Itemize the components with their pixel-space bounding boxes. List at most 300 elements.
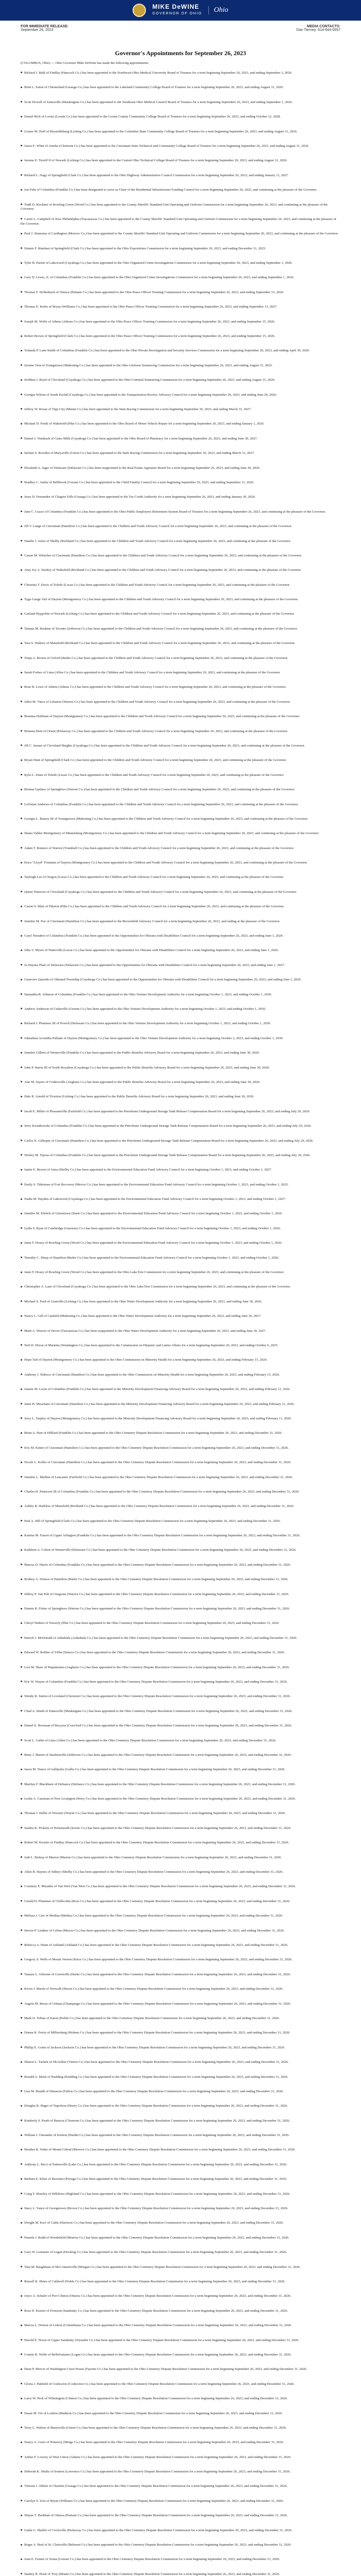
bullet-icon bbox=[21, 2485, 22, 2487]
appointment-item bbox=[21, 1783, 340, 1797]
appointment-text: Sandra K. Pickens of Portsmouth (Scioto Co.) has been appointed to the Ohio Cemetery Dispute Resolution Commission for a term beginning September 26, 2023, and ending December 31, 2026. bbox=[24, 1826, 291, 1830]
appointment-item bbox=[21, 2163, 340, 2177]
appointment-text: Jason M. Nance of Gallipolis (Gallia Co.) has been appointed to the Ohio Cemetery Dispute Resolution Commission for a term beginning September 26, 2023, and ending December 31, 2026. bbox=[24, 1768, 286, 1772]
bullet-icon bbox=[21, 2076, 22, 2077]
bullet-icon bbox=[21, 218, 22, 219]
bullet-icon bbox=[21, 1330, 22, 1331]
appointment-text: Mark A. Weaver of Dover (Tuscarawas Co.) has been reappointed to the Ohio Water Development Authority for a term beginning September 26, 2023, and ending June 30, 2027. bbox=[24, 1329, 267, 1333]
appointment-text: Dean P. Mercer of Washington Court House (Fayette Co.) has been appointed to the Ohio Cemetery Dispute Resolution Commission for a term beginning September 26, 2023, and ending December 31, 2026. bbox=[24, 2367, 307, 2371]
bullet-icon bbox=[21, 130, 22, 132]
appointment-text: Arthur F. Lowery of West Union (Adams Co.) has been appointed to the Ohio Cemetery Dispute Resolution Commission for a term beginning September 26, 2023, and ending December 31, 2026. bbox=[24, 2455, 291, 2459]
appointment-text: Marcia L. Dotson of Lisbon (Columbiana Co.) has been appointed to the Ohio Cemetery Dispute Resolution Commission for a term beginning September 26, 2023, and ending December 31, 2026. bbox=[24, 2324, 292, 2328]
appointment-item bbox=[21, 2016, 340, 2031]
appointment-item bbox=[21, 1402, 340, 1417]
appointment-text: Paul J. Simmons of Cardington (Morrow Co.) has been appointed to the County Sheriffs' Standard Unit Operating and Uniform Commission for a term beginning September 26, 2023, and continuing at the pleasure of the Governor. bbox=[24, 232, 339, 236]
bullet-icon bbox=[21, 1140, 22, 1141]
appointment-text: LaVonne Andrews of Columbus (Franklin Co.) has been appointed to the Children and Youth Advisory Council for a term beginning September 26, 2023, and continuing at the pleasure of the Governor. bbox=[24, 802, 299, 806]
bullet-icon bbox=[21, 2368, 22, 2370]
appointment-item bbox=[21, 2382, 340, 2397]
appointment-item bbox=[21, 188, 340, 202]
appointment-text: Susan M. Orr of London (Madison Co.) has been appointed to the Ohio Cemetery Dispute Resolution Commission for a term beginning September 26, 2023, and ending December 31, 2026. bbox=[24, 2411, 283, 2415]
contact-line: Dan Tierney: 614-644-0957 bbox=[296, 28, 340, 32]
appointment-item bbox=[21, 875, 340, 890]
appointment-item bbox=[21, 1110, 340, 1124]
appointment-text: Paul A. Hill of Springfield (Clark Co.) has been appointed to the Ohio Cemetery Dispute Resolution Commission for a term beginning September 26, 2023, and ending December 31, 2026. bbox=[24, 1519, 281, 1523]
bullet-icon bbox=[21, 1272, 22, 1273]
appointment-text: Tina M. Baughman of McConnelsville (Morgan Co.) has been appointed to the Ohio Cemetery Dispute Resolution Commission for a term beginning September 26, 2023, and ending December 31, 2026. bbox=[24, 2265, 301, 2269]
appointment-text: Jill C. Jensen of Cleveland Heights (Cuyahoga Co.) has been appointed to the Children and Youth Advisory Council for a term beginning September 26, 2023, and continuing at the pleasure of the Governor. bbox=[24, 743, 305, 748]
appointment-item bbox=[21, 1826, 340, 1841]
appointment-text: Daniel Rich of Lorain (Lorain Co.) has been appointed to the Lorain County Community College Board of Trustees for a term beginning September 26, 2023, and ending October 12, 2028. bbox=[24, 115, 281, 119]
appointment-item bbox=[21, 2104, 340, 2119]
bullet-icon bbox=[21, 481, 22, 483]
appointment-item bbox=[21, 481, 340, 495]
appointment-text: Sharon L. Tackett of McArthur (Vinton Co.) has been appointed to the Ohio Cemetery Dispute Resolution Commission for a term beginning September 26, 2023, and ending December 31, 2026. bbox=[24, 2060, 289, 2064]
bullet-icon bbox=[21, 160, 22, 161]
appointment-item bbox=[21, 1270, 340, 1285]
appointment-item bbox=[21, 1519, 340, 1534]
bullet-icon bbox=[21, 1257, 22, 1258]
appointment-item bbox=[21, 1212, 340, 1226]
appointment-text: Janet F. Hosey of Bowling Green (Wood Co.) has been appointed to the Environmental Education Fund Advisory Council for a term beginning October 1, 2023, and ending October 1, 2026. bbox=[24, 1241, 283, 1245]
bullet-icon bbox=[21, 862, 22, 863]
appointment-item bbox=[21, 2133, 340, 2148]
appointment-item bbox=[21, 920, 340, 934]
appointment-item bbox=[21, 2192, 340, 2207]
appointment-item bbox=[21, 451, 340, 466]
bullet-icon bbox=[21, 1110, 22, 1112]
bullet-icon bbox=[21, 1696, 22, 1697]
appointment-item bbox=[21, 261, 340, 276]
bullet-icon bbox=[21, 511, 22, 512]
appointment-text: Jacob E. Miller of Pleasantville (Fairfield Co.) has been appointed to the Petroleum Underground Storage Tank Release Compensation Board for a term beginning September 26, 2023, and ending July 29, 2026. bbox=[24, 1109, 310, 1113]
appointment-text: Shana Valdez Montgomery of Miamisburg (Montgomery Co.) has been appointed to the Children and Youth Advisory Council for a term beginning September 26, 2023, and continuing at the pleasure of the Governor. bbox=[24, 832, 319, 836]
appointment-text: Eric W. Wayne of Columbus (Franklin Co.) has been appointed to the Ohio Cemetery Dispute Resolution Commission for a term beginning September 26, 2023, and ending December 31, 2026. bbox=[24, 1680, 288, 1684]
appointment-item bbox=[21, 963, 340, 978]
appointment-item bbox=[21, 1095, 340, 1109]
appointment-item bbox=[21, 2324, 340, 2338]
bullet-icon bbox=[21, 1593, 22, 1595]
appointment-text: Anthony L. Ricci of Painesville (Lake Co.) has been appointed to the Ohio Cemetery Dispute Resolution Commission for a term beginning September 26, 2023, and ending December 31, 2026. bbox=[24, 2162, 287, 2166]
appointment-text: Kathleen A. Colton of Westerville (Delaware Co.) has been appointed to the Ohio Cemetery Dispute Resolution Commission for a term beginning September 26, 2023, and ending December 31, 2026. bbox=[24, 1548, 297, 1552]
appointment-text: Robert M. Kessler of Findlay (Hancock Co.) has been appointed to the Ohio Cemetery Dispute Resolution Commission for a term beginning September 26, 2023, and ending December 31, 2026. bbox=[24, 1841, 289, 1845]
appointment-item bbox=[21, 1548, 340, 1563]
appointment-item bbox=[21, 2572, 340, 2576]
appointment-text: Richard J. Plummer III of Powell (Delaware Co.) has been appointed to the Ohio Venture Development Authority for a term beginning October 1, 2023, and ending October 1, 2030. bbox=[24, 1022, 271, 1026]
bullet-icon bbox=[21, 1637, 22, 1638]
appointment-text: Charles H. Patterson III of Columbus (Franklin Co.) has been appointed to the Ohio Cemetery Dispute Resolution Commission for a term beginning September 26, 2023, and ending December 31, 2026. bbox=[24, 1489, 300, 1494]
appointment-item bbox=[21, 320, 340, 334]
appointment-item bbox=[21, 2426, 340, 2441]
bullet-icon bbox=[21, 364, 22, 366]
appointment-text: Jennifer Gilbert of Westerville (Franklin Co.) has been appointed to the Public Benefits Advisory Board for a term beginning September 26, 2023, and ending June 30, 2026. bbox=[24, 1051, 260, 1055]
appointment-text: Jennifer M. Poe of Cincinnati (Hamilton Co.) has been appointed to the Brownfield Advisory Council for a term beginning September 26, 2023, and ending at the pleasure of the Governor. bbox=[24, 919, 281, 923]
appointment-text: Quinn Titterson of Cleveland (Cuyahoga Co.) has been appointed to the Children and Youth Advisory Council for a term beginning September 26, 2023, and continuing at the pleasure of the Governor. bbox=[24, 890, 297, 894]
bullet-icon bbox=[21, 247, 22, 249]
appointment-item bbox=[21, 2207, 340, 2221]
bullet-icon bbox=[21, 2090, 22, 2092]
bullet-icon bbox=[21, 1432, 22, 1434]
appointment-item bbox=[21, 846, 340, 861]
bullet-icon bbox=[21, 394, 22, 395]
appointment-text: Steven P. Lindner of Celina (Mercer Co.) has been appointed to the Ohio Cemetery Dispute Resolution Commission for a term beginning September 26, 2023, and ending December 31, 2026. bbox=[24, 1928, 285, 1933]
appointment-item bbox=[21, 1973, 340, 1987]
appointment-text: Tyga Gauge Vail of Dayton (Montgomery Co.) has been appointed to the Children and Youth Advisory Council for a term beginning September 26, 2023, and continuing at the pleasure of the Governor. bbox=[24, 598, 299, 602]
bullet-icon bbox=[21, 1535, 22, 1536]
appointment-text: Angela M. Reese of Urbana (Champaign Co.) has been appointed to the Ohio Cemetery Dispute Resolution Commission for a term beginning September 26, 2023, and ending December 31, 2026. bbox=[24, 2002, 291, 2006]
bullet-icon bbox=[21, 818, 22, 819]
appointment-text: Jeffrey W. Rouse of Tipp City (Miami Co.) has been appointed to the State Racing Commission for a term beginning September 26, 2023, and ending March 31, 2027. bbox=[24, 407, 252, 411]
bullet-icon bbox=[21, 423, 22, 425]
appointment-item bbox=[21, 1446, 340, 1461]
appointment-item bbox=[21, 291, 340, 305]
bullet-icon bbox=[21, 116, 22, 117]
header-banner bbox=[0, 0, 361, 21]
appointment-item bbox=[21, 2484, 340, 2499]
appointment-item bbox=[21, 1592, 340, 1607]
bullet-icon bbox=[21, 2003, 22, 2004]
bullet-icon bbox=[21, 2339, 22, 2341]
bullet-icon bbox=[21, 452, 22, 454]
bullet-icon bbox=[21, 101, 22, 103]
appointment-text: Rebecca A. Dunn of Ashland (Ashland Co.) has been appointed to the Ohio Cemetery Dispute Resolution Commission for a term beginning September 26, 2023, and ending December 31, 2026. bbox=[24, 1943, 288, 1947]
appointment-item bbox=[21, 583, 340, 598]
appointment-item bbox=[21, 905, 340, 919]
ohio-logo: Ohio bbox=[208, 6, 228, 14]
appointment-item bbox=[21, 174, 340, 188]
appointment-item bbox=[21, 437, 340, 451]
appointment-item bbox=[21, 1476, 340, 1490]
appointment-text: Daniel J. Vondrack of Gates Mills (Cuyahoga Co.) has been appointed to the Ohio Board of Pharmacy for a term beginning September 26, 2023, and ending June 30, 2027. bbox=[24, 436, 258, 440]
appointment-item bbox=[21, 2367, 340, 2382]
bullet-icon bbox=[21, 1929, 22, 1931]
appointment-text: Jodi L. Bishop of Marion (Marion Co.) has been appointed to the Ohio Cemetery Dispute Resolution Commission for a term beginning September 26, 2023, and ending December 31, 2026. bbox=[24, 1855, 282, 1859]
bullet-icon bbox=[21, 2266, 22, 2267]
appointment-text: Joseph M. Wolfe of Athens (Athens Co.) has been appointed to the Ohio Peace Officer Training Commission for a term beginning September 26, 2023, and ending September 15, 2026. bbox=[24, 319, 275, 324]
appointment-text: Jeffrey P. Van Pelt of Oregonia (Warren Co.) has been appointed to the Ohio Cemetery Dispute Resolution Commission for a term beginning September 26, 2023, and ending December 31, 2026. bbox=[24, 1592, 289, 1596]
bullet-icon bbox=[21, 613, 22, 615]
bullet-icon bbox=[21, 437, 22, 439]
appointment-item bbox=[21, 1739, 340, 1753]
appointment-text: Dennis F. Rinehart of Springfield (Clark Co.) has been appointed to the Ohio Expositions Commission for a term beginning September 26, 2023, and ending December 31, 2025. bbox=[24, 246, 266, 250]
bullet-icon bbox=[21, 1725, 22, 1726]
appointment-text: Richard L. Nagy of Springfield (Clark Co.) has been appointed to the Ohio Highway Administrative Council Commission for a term beginning September 26, 2023, and ending January 11, 2027. bbox=[24, 173, 289, 177]
appointment-text: Patrick J. McDonald of Ashtabula (Ashtabula Co.) has been appointed to the Ohio Cemetery Dispute Resolution Commission for a term beginning September 26, 2023, and ending December 31, 2026. bbox=[24, 1636, 298, 1640]
appointment-text: Jerome Vera of Youngstown (Mahoning Co.) has been appointed to the Ohio Uniform Sentencing Commission for a term beginning September 26, 2023, and ending August 31, 2025. bbox=[24, 363, 273, 367]
bullet-icon bbox=[21, 1447, 22, 1448]
appointment-item bbox=[21, 1987, 340, 2002]
release-date: September 26, 2023 bbox=[21, 28, 54, 32]
bullet-icon bbox=[21, 2046, 22, 2048]
appointment-text: Jo Haynes Plato of Delaware (Delaware Co.) has been appointed to the Opportunities for Ohioans with Disabilities Council for a term beginning September 26, 2023, and ending June 1, 2027. bbox=[24, 963, 285, 967]
appointment-text: Neil D. Dixon of Marietta (Washington Co.) has been appointed to the Commission on Hispanic and Latino Affairs for a term beginning September 26, 2023, and ending October 6, 2025. bbox=[24, 1343, 278, 1347]
appointment-text: Ashley R. Harkless of Mansfield (Richland Co.) has been appointed to the Ohio Cemetery Dispute Resolution Commission for a term beginning September 26, 2023, and ending December 31, 2026. bbox=[24, 1504, 294, 1509]
bullet-icon bbox=[21, 1564, 22, 1565]
bullet-icon bbox=[21, 1490, 22, 1492]
appointment-text: Jennifer M. Ehrlich of Uniontown (Stark Co.) has been appointed to the Environmental Education Fund Advisory Council for a term beginning October 1, 2023, and ending October 1, 2026. bbox=[24, 1212, 283, 1216]
appointment-item bbox=[21, 1870, 340, 1885]
appointment-item bbox=[21, 730, 340, 744]
bullet-icon bbox=[21, 1754, 22, 1755]
appointment-item bbox=[21, 2119, 340, 2133]
bullet-icon bbox=[21, 1008, 22, 1009]
appointment-item bbox=[21, 100, 340, 115]
appointment-text: Michael D. Fenik of Wakefield (Pike Co.) has been appointed to the Ohio Board of Motor Vehicle Repair for a term beginning September 26, 2023, and ending January 1, 2026. bbox=[24, 422, 265, 426]
appointment-item bbox=[21, 2455, 340, 2470]
appointment-text: Larry W. Peck of Wilmington (Clinton Co.) has been appointed to the Ohio Cemetery Dispute Resolution Commission for a term beginning September 26, 2023, and ending December 31, 2026. bbox=[24, 2397, 288, 2401]
appointment-text: Bradley C. Antlar of Bellbrook (Greene Co.) has been appointed to the Child Fatality Council for a term beginning September 26, 2023, and ending September 11, 2026. bbox=[24, 480, 254, 484]
appointment-text: Rose B. Lowe of Athens (Athens Co.) has been appointed to the Children and Youth Advisory Council for a term beginning September 26, 2023, and continuing at the pleasure of the Governor. bbox=[24, 685, 287, 689]
appointment-text: Johnathan Arvindha Pallanti of Dayton (Montgomery Co.) has been appointed to the Ohio Venture Development Authority for a term beginning October 2, 2023, and ending October 1, 2030. bbox=[24, 1036, 284, 1040]
bullet-icon bbox=[21, 204, 22, 205]
appointment-item bbox=[21, 2294, 340, 2309]
appointment-item bbox=[21, 758, 340, 773]
appointment-text: Richard J. Bahl of Findlay (Hancock Co.) has been appointed to the Northwest Ohio Medical University Board of Trustees for a term beginning September 26, 2023, and ending September 3, 2026. bbox=[24, 71, 292, 75]
bullet-icon bbox=[21, 2163, 22, 2165]
bullet-icon bbox=[21, 1652, 22, 1653]
bullet-icon bbox=[21, 467, 22, 468]
appointment-text: Lydia S. Ryan of Cambridge (Guernsey Co.) has been appointed to the Environmental Education Fund Advisory Council for a term beginning October 1, 2023, and ending October 1, 2026. bbox=[24, 1226, 281, 1230]
appointment-item bbox=[21, 495, 340, 510]
bullet-icon bbox=[21, 759, 22, 761]
bullet-icon bbox=[21, 1520, 22, 1521]
appointment-text: Breanna Hoffman of Dayton (Montgomery Co.) has been appointed to the Children and Youth Advisory Council for a term beginning September 26, 2023, and continuing at the pleasure of the Governor. bbox=[24, 715, 300, 719]
appointment-item bbox=[21, 203, 340, 217]
bullet-icon bbox=[21, 1315, 22, 1317]
bullet-icon bbox=[21, 2295, 22, 2297]
bullet-icon bbox=[21, 2222, 22, 2224]
bullet-icon bbox=[21, 2120, 22, 2121]
ohio-seal-icon bbox=[133, 4, 146, 17]
appointment-item bbox=[21, 1154, 340, 1168]
bullet-icon bbox=[21, 1286, 22, 1287]
appointment-text: Craig T. Hensley of Hillsboro (Highland Co.) has been appointed to the Ohio Cemetery Dispute Resolution Commission for a term beginning September 26, 2023, and ending December 31, 2026. bbox=[24, 2192, 290, 2196]
appointment-item bbox=[21, 1139, 340, 1154]
bullet-icon bbox=[21, 2310, 22, 2311]
appointment-item bbox=[21, 744, 340, 758]
bullet-icon bbox=[21, 1154, 22, 1156]
bullet-icon bbox=[21, 2251, 22, 2253]
appointment-text: Garland Hyppolite of Newark (Licking Co.) has been appointed to the Children and Youth Advisory Council for a term beginning September 26, 2023, and continuing at the pleasure of the Governor. bbox=[24, 612, 295, 616]
appointment-item bbox=[21, 130, 340, 144]
appointment-item bbox=[21, 2060, 340, 2075]
bullet-icon bbox=[21, 1169, 22, 1171]
bullet-icon bbox=[21, 189, 22, 191]
appointment-item bbox=[21, 2514, 340, 2528]
appointment-item bbox=[21, 627, 340, 641]
appointment-text: Nancy L. Gill of Canfield (Mahoning Co.) has been appointed to the Ohio Water Development Authority for a term beginning September 26, 2023, and ending June 30, 2027. bbox=[24, 1314, 261, 1318]
bullet-icon bbox=[21, 1579, 22, 1580]
bullet-icon bbox=[21, 1871, 22, 1873]
bullet-icon bbox=[21, 2134, 22, 2136]
appointment-text: Kyla L. Jones of Toledo (Lucas Co.) has been appointed to the Children and Youth Advisory Council for a term beginning September 26, 2023, and continuing at the pleasure of the Governor. bbox=[24, 773, 284, 777]
bullet-icon bbox=[21, 2105, 22, 2107]
appointment-item bbox=[21, 334, 340, 349]
bullet-icon bbox=[21, 2500, 22, 2501]
bullet-icon bbox=[21, 1066, 22, 1068]
bullet-icon bbox=[21, 1856, 22, 1858]
appointment-text: Adam T. Romero of Warren (Trumbull Co.) has been appointed to the Children and Youth Advisory Council for a term beginning September 26, 2023, and continuing at the pleasure of the Governor. bbox=[24, 846, 294, 850]
appointment-text: Carolyn S. Yost of Bryan (Williams Co.) has been appointed to the Ohio Cemetery Dispute Resolution Commission for a term beginning September 26, 2023, and ending December 31, 2026. bbox=[24, 2499, 284, 2503]
appointment-item bbox=[21, 554, 340, 568]
bullet-icon bbox=[21, 1973, 22, 1975]
appointment-text: Sarah Forbes of Lima (Allen Co.) has been appointed to the Children and Youth Advisory Council for a term beginning September 26, 2023, and continuing at the pleasure of the Governor. bbox=[24, 671, 281, 675]
bullet-icon bbox=[21, 1505, 22, 1507]
appointment-text: Cheryl Walters of Waverly (Pike Co.) has been appointed to the Ohio Cemetery Dispute Resolution Commission for a term beginning September 26, 2023, and ending December 31, 2026. bbox=[24, 1621, 280, 1625]
appointment-item bbox=[21, 466, 340, 481]
appointment-text: Ronald A. Meek of Paulding (Paulding Co.) has been appointed to the Ohio Cemetery Dispute Resolution Commission for a term beginning September 26, 2023, and ending December 31, 2026. bbox=[24, 2075, 289, 2079]
bullet-icon bbox=[21, 906, 22, 907]
bullet-icon bbox=[21, 1213, 22, 1214]
appointment-item bbox=[21, 2031, 340, 2045]
appointment-text: Vincent J. Abbott of Chardon (Geauga Co.) has been appointed to the Ohio Cemetery Dispute Resolution Commission for a term beginning September 26, 2023, and ending December 31, 2026. bbox=[24, 2484, 288, 2488]
bullet-icon bbox=[21, 277, 22, 278]
appointment-text: Julia V. Myers of Waterville (Lucas Co.) has been appointed to the Opportunities for Ohioans with Disabilities Council for a term beginning September 26, 2023, and ending June 1, 2026. bbox=[24, 948, 279, 953]
appointment-item bbox=[21, 656, 340, 671]
bullet-icon bbox=[21, 72, 22, 73]
appointment-text: Betty J. Martin of Steubenville (Jefferson Co.) has been appointed to the Ohio Cemetery Dispute Resolution Commission for a term beginning September 26, 2023, and ending December 31, 2026. bbox=[24, 1753, 292, 1757]
bullet-icon bbox=[21, 642, 22, 644]
bullet-icon bbox=[21, 1300, 22, 1302]
appointment-item bbox=[21, 524, 340, 539]
appointment-text: Nadia M. Hayden of Lakewood (Cuyahoga Co.) has been appointed to the Environmental Education Fund Advisory Council for a term beginning October 1, 2023, and ending October 1, 2027. bbox=[24, 1197, 286, 1201]
appointment-text: Heather R. Yoder of Mount Gilead (Morrow Co.) has been appointed to the Ohio Cemetery Dispute Resolution Commission for a term beginning September 26, 2023, and ending December 31, 2026. bbox=[24, 2148, 296, 2152]
appointment-item bbox=[21, 1300, 340, 1314]
appointment-item bbox=[21, 2148, 340, 2162]
appointment-item bbox=[21, 832, 340, 846]
appointment-item bbox=[21, 993, 340, 1007]
appointment-text: Terry L. Walton of Marysville (Union Co.) has been appointed to the Ohio Cemetery Dispute Resolution Commission for a term beginning September 26, 2023, and ending December 31, 2026. bbox=[24, 2426, 287, 2430]
appointment-text: Erica "Lloyd" Fountain of Dayton (Montgomery Co.) has been appointed to the Children and Youth Advisory Council for a term beginning September 26, 2023, and continuing at the pleasure of the Governor. bbox=[24, 861, 308, 865]
appointment-item bbox=[21, 861, 340, 875]
bullet-icon bbox=[21, 1476, 22, 1478]
appointment-text: Gary D. Lewis, Jr. of Columbus (Franklin Co.) has been appointed to the Ohio Organized Crime Investigations Commission for a term beginning September 26, 2023, and ending September 1, 2026. bbox=[24, 276, 294, 280]
appointment-item bbox=[21, 2177, 340, 2192]
bullet-icon bbox=[21, 789, 22, 790]
appointment-item bbox=[21, 2236, 340, 2250]
appointment-item bbox=[21, 1636, 340, 1651]
appointment-item bbox=[21, 1504, 340, 1519]
bullet-icon bbox=[21, 1886, 22, 1887]
appointment-item bbox=[21, 1563, 340, 1578]
appointment-text: Anthony J. Tedesco of Cincinnati (Hamilton Co.) has been appointed to the Ohio Commission on Minority Health for a term beginning September 26, 2023, and ending February 15, 2026. bbox=[24, 1372, 280, 1377]
bullet-icon bbox=[21, 1739, 22, 1741]
bullet-icon bbox=[21, 891, 22, 892]
appointment-item bbox=[21, 2397, 340, 2411]
appointment-text: Thomas F. Hollenbach of Ottawa (Putnam Co.) has been appointed to the Ohio Peace Officer Training Commission for a term beginning September 26, 2023, and ending September 15, 2026. bbox=[24, 290, 284, 294]
bullet-icon bbox=[21, 291, 22, 293]
appointment-item bbox=[21, 1856, 340, 1870]
appointment-text: Thomas E. Krebs of Bryan (Williams Co.) has been appointed to the Ohio Peace Officer Training Commission for a term beginning September 26, 2023, and ending September 15, 2027. bbox=[24, 305, 277, 309]
appointment-text: Chad A. Smith of Zanesville (Muskingum Co.) has been appointed to the Ohio Cemetery Dispute Resolution Commission for a term beginning September 26, 2023, and ending December 31, 2026. bbox=[24, 1709, 293, 1713]
bullet-icon bbox=[21, 1242, 22, 1244]
appointment-text: Jane C. Guzzo of Columbus (Franklin Co.) has been appointed to the Ohio Public Employees Retirement System Board of Trustees for a term beginning September 26, 2023, and continuing at the pleasure of the Governor. bbox=[24, 510, 326, 514]
appointment-text: Jerry L. Tarpley of Dayton (Montgomery Co.) has been appointed to the Minority Development Financing Advisory Board for a term beginning September 26, 2023, and ending February 11, 2026. bbox=[24, 1416, 292, 1420]
appointment-text: Cassie M. Whitcher of Cincinnati (Hamilton Co.) has been appointed to the Children and Youth Advisory Council for a term beginning September 26, 2023, and continuing at the pleasure of the Governor. bbox=[24, 553, 302, 557]
bullet-icon bbox=[21, 993, 22, 995]
appointment-item bbox=[21, 1227, 340, 1241]
bullet-icon bbox=[21, 2061, 22, 2063]
bullet-icon bbox=[21, 350, 22, 351]
appointment-item bbox=[21, 2075, 340, 2090]
release-meta bbox=[21, 25, 340, 36]
appointment-item bbox=[21, 378, 340, 393]
appointment-text: Emily S. Tiderman of Fort Recovery (Mercer Co.) has been appointed to the Environmental Education Fund Advisory Council for a term beginning October 1, 2023, and ending October 1, 2025. bbox=[24, 1182, 289, 1187]
bullet-icon bbox=[21, 1681, 22, 1682]
appointment-text: Jamie E. Brown of Anna (Shelby Co.) has been appointed to the Environmental Education Fund Advisory Council for a term beginning October 1, 2023, and ending October 1, 2027. bbox=[24, 1168, 272, 1172]
bullet-icon bbox=[21, 2178, 22, 2180]
appointment-text: Tayleigh Lee of Oregon (Lucas Co.) has been appointed to the Children and Youth Advisory Council for a term beginning September 26, 2023, and continuing at the pleasure of the Governor. bbox=[24, 875, 284, 879]
bullet-icon bbox=[21, 1959, 22, 1960]
appointment-item bbox=[21, 305, 340, 319]
bullet-icon bbox=[21, 335, 22, 337]
appointment-text: Thomas J. Haller of Wooster (Wayne Co.) has been appointed to the Ohio Cemetery Dispute Resolution Commission for a term beginning September 26, 2023, and ending December 31, 2026. bbox=[24, 1811, 286, 1816]
appointment-item bbox=[21, 115, 340, 129]
appointment-text: Stacy L. Vance of Georgetown (Brown Co.) has been appointed to the Ohio Cemetery Dispute Resolution Commission for a term beginning September 26, 2023, and ending December 31, 2026. bbox=[24, 2207, 288, 2211]
appointment-item bbox=[21, 276, 340, 290]
appointment-text: Barbara E. Kline of Ravenna (Portage Co.) has been appointed to the Ohio Cemetery Dispute Resolution Commission for a term beginning September 26, 2023, and ending December 31, 2026. bbox=[24, 2177, 287, 2181]
bullet-icon bbox=[21, 701, 22, 702]
bullet-icon bbox=[21, 1900, 22, 1902]
appointment-text: Connie R. Wolfe of Bellefontaine (Logan Co.) has been appointed to the Ohio Cemetery Dispute Resolution Commission for a term beginning September 26, 2023, and ending December 31, 2026. bbox=[24, 2352, 292, 2357]
bullet-icon bbox=[21, 2573, 22, 2574]
appointment-item bbox=[21, 1768, 340, 1782]
appointment-text: Dennis R. Fisher of Springboro (Warren Co.) has been appointed to the Ohio Cemetery Dispute Resolution Commission for a term beginning September 26, 2023, and ending December 31, 2026. bbox=[24, 1607, 290, 1611]
appointment-text: Natalie J. Jones of Shelby (Richland Co.) has been appointed to the Children and Youth Advisory Council for a term beginning September 26, 2023, and continuing at the pleasure of the Governor. bbox=[24, 539, 291, 543]
appointment-text: Donna K. Ferris of Millersburg (Holmes Co.) has been appointed to the Ohio Cemetery Dispute Resolution Commission for a term beginning September 26, 2023, and ending December 31, 2026. bbox=[24, 2031, 290, 2035]
appointment-text: Cassie S. Blair of Piketon (Pike Co.) has been appointed to the Children and Youth Advisory Council for a term beginning September 26, 2023, and continuing at the pleasure of the Governor. bbox=[24, 905, 285, 909]
appointment-item bbox=[21, 1797, 340, 1811]
appointment-item bbox=[21, 1373, 340, 1387]
appointment-item bbox=[21, 685, 340, 700]
bullet-icon bbox=[21, 2456, 22, 2458]
bullet-icon bbox=[21, 730, 22, 732]
appointment-text: Wendy R. Sutton of Loveland (Clermont Co.) has been appointed to the Ohio Cemetery Dispute Resolution Commission for a term beginning September 26, 2023, and ending December 31, 2026. bbox=[24, 1694, 291, 1699]
appointment-text: Pamela J. Rudd of Woodsfield (Monroe Co.) has been appointed to the Ohio Cemetery Dispute Resolution Commission for a term beginning September 26, 2023, and ending December 31, 2026. bbox=[24, 2235, 289, 2240]
appointment-item bbox=[21, 1914, 340, 1928]
governor-subtitle: GOVERNOR OF OHIO bbox=[152, 12, 202, 15]
bullet-icon bbox=[21, 2529, 22, 2531]
appointment-text: Michael S. Ford of Granville (Licking Co.) has been appointed to the Ohio Water Development Authority for a term beginning September 26, 2023, and ending June 30, 2026. bbox=[24, 1299, 262, 1303]
appointment-text: Deborah K. Shultz of Ironton (Lawrence Co.) has been appointed to the Ohio Cemetery Dispute Resolution Commission for a term beginning September 26, 2023, and ending December 31, 2026. bbox=[24, 2470, 291, 2474]
bullet-icon bbox=[21, 599, 22, 600]
appointment-item bbox=[21, 1607, 340, 1621]
bullet-icon bbox=[21, 628, 22, 629]
appointment-item bbox=[21, 1080, 340, 1095]
appointment-text: Katrina M. Faurot of Upper Arlington (Franklin Co.) has been appointed to the Ohio Cemetery Dispute Resolution Commission for a term beginning September 26, 2023, and ending December 31, 2026. bbox=[24, 1534, 301, 1538]
appointment-item bbox=[21, 2499, 340, 2514]
page-title: Governor's Appointments for September 26, 2023 bbox=[114, 49, 247, 57]
appointment-text: Nicole L. Koller of Cincinnati (Hamilton Co.) has been appointed to the Ohio Cemetery Dispute Resolution Commission for a term beginning September 26, 2023, and ending December 31, 2026. bbox=[24, 1461, 291, 1465]
bullet-icon bbox=[21, 1842, 22, 1843]
bullet-icon bbox=[21, 2471, 22, 2472]
bullet-icon bbox=[21, 920, 22, 922]
bullet-icon bbox=[21, 2325, 22, 2326]
bullet-icon bbox=[21, 1023, 22, 1024]
appointment-text: Kimberly S. Pruitt of Batavia (Clermont Co.) has been appointed to the Ohio Cemetery Dispute Resolution Commission for a term beginning September 26, 2023, and ending December 31, 2026. bbox=[24, 2119, 290, 2123]
bullet-icon bbox=[21, 876, 22, 878]
appointment-text: Mark D. Tobias of Eaton (Preble Co.) has been appointed to the Ohio Cemetery Dispute Resolution Commission for a term beginning September 26, 2023, and ending December 31, 2026. bbox=[24, 2016, 280, 2020]
appointment-item bbox=[21, 2529, 340, 2543]
appointment-item bbox=[21, 2090, 340, 2104]
appointment-text: Russell K. Hines of Caldwell (Noble Co.) has been appointed to the Ohio Cemetery Dispute Resolution Commission for a term beginning September 26, 2023, and ending December 31, 2026. bbox=[24, 2279, 286, 2283]
appointment-item bbox=[21, 715, 340, 729]
appointment-item bbox=[21, 773, 340, 788]
appointment-text: Carlos N. Gillespie of Cincinnati (Hamilton Co.) has been appointed to the Petroleum Underground Storage Tank Release Compensation Board for a term beginning September 26, 2023, and ending July 29, 2026. bbox=[24, 1139, 314, 1143]
appointment-item bbox=[21, 1943, 340, 1958]
bullet-icon bbox=[21, 2442, 22, 2443]
appointment-item bbox=[21, 408, 340, 422]
